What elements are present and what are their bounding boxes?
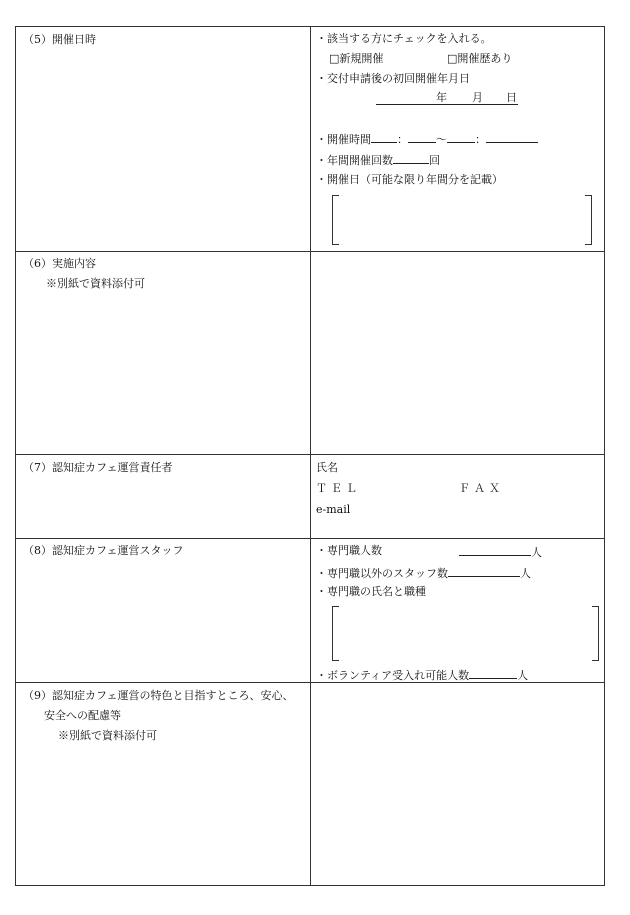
cell-features-label: [16, 683, 311, 886]
other-staff-label: ・専門職以外のスタッフ数: [316, 567, 448, 580]
features-label-line1: （9）認知症カフェ運営の特色と目指すところ、安心、: [23, 689, 294, 702]
cell-manager-content: [311, 455, 605, 539]
row-manager: [16, 455, 605, 539]
cell-staff-label: [16, 539, 311, 683]
manager-fax-label: ＦＡＸ: [459, 482, 504, 495]
cell-manager-label: [16, 455, 311, 539]
first-date-field[interactable]: [376, 91, 518, 105]
application-form-table: [15, 26, 605, 886]
pro-count-field[interactable]: [459, 544, 531, 556]
pro-count-label: ・専門職人数: [316, 544, 382, 557]
manager-email-label: e-mail: [316, 503, 351, 516]
row-features: [16, 683, 605, 886]
end-minute-field[interactable]: [486, 131, 538, 143]
cell-features-content[interactable]: [311, 683, 605, 886]
other-staff-field[interactable]: [448, 565, 520, 577]
time-tilde: ～: [436, 133, 447, 146]
pro-names-box[interactable]: [332, 606, 599, 661]
checkbox-new-event[interactable]: □新規開催: [329, 52, 384, 65]
event-time-row: [316, 131, 538, 147]
annual-count-row: [316, 152, 440, 168]
annual-count-field[interactable]: [393, 152, 429, 164]
volunteer-unit: 人: [517, 669, 529, 682]
annual-count-unit: 回: [429, 154, 440, 167]
bracket-right: [592, 606, 599, 661]
pro-count-row: [316, 544, 382, 558]
manager-name-label: 氏名: [316, 461, 338, 474]
cell-event-datetime-label: [16, 27, 311, 252]
row-event-datetime: [16, 27, 605, 252]
bracket-left: [332, 195, 339, 245]
manager-label: （7）認知症カフェ運営責任者: [23, 461, 173, 474]
pro-names-label: ・専門職の氏名と職種: [316, 585, 426, 598]
start-hour-field[interactable]: [371, 131, 397, 143]
features-label-line2: 安全への配慮等: [44, 709, 121, 722]
month-label: 月: [472, 91, 483, 104]
pro-count-input-row: [459, 544, 542, 560]
start-colon: ：: [397, 133, 408, 146]
volunteer-field[interactable]: [469, 667, 517, 679]
implementation-label: （6）実施内容: [23, 257, 96, 270]
bracket-left: [332, 606, 339, 661]
event-time-label: ・開催時間: [316, 133, 371, 146]
day-label: 日: [506, 91, 517, 104]
manager-tel-label: ＴＥＬ: [316, 482, 361, 495]
year-label: 年: [436, 91, 447, 104]
pro-count-unit: 人: [531, 546, 542, 559]
start-minute-field[interactable]: [408, 131, 436, 143]
checkbox-event-history[interactable]: □開催歴あり: [447, 52, 513, 65]
bracket-right: [585, 195, 592, 245]
check-instruction: ・該当する方にチェックを入れる。: [316, 32, 492, 45]
end-colon: ：: [475, 133, 486, 146]
staff-label: （8）認知症カフェ運営スタッフ: [23, 544, 184, 557]
event-dates-box[interactable]: [332, 195, 592, 245]
event-dates-label: ・開催日（可能な限り年間分を記載）: [316, 173, 503, 186]
cell-implementation-content[interactable]: [311, 252, 605, 455]
other-staff-unit: 人: [520, 567, 531, 580]
event-datetime-label: （5）開催日時: [23, 33, 96, 46]
cell-staff-content: [311, 539, 605, 683]
row-staff: [16, 539, 605, 683]
annual-count-label: ・年間開催回数: [316, 154, 393, 167]
end-hour-field[interactable]: [447, 131, 475, 143]
implementation-note: ※別紙で資料添付可: [46, 277, 145, 290]
first-date-label: ・交付申請後の初回開催年月日: [316, 72, 470, 85]
volunteer-row: [316, 667, 528, 683]
cell-implementation-label: [16, 252, 311, 455]
row-implementation: [16, 252, 605, 455]
volunteer-label: ・ボランティア受入れ可能人数: [316, 669, 470, 682]
features-note: ※別紙で資料添付可: [58, 729, 157, 742]
other-staff-row: [316, 565, 531, 581]
cell-event-datetime-content: [311, 27, 605, 252]
